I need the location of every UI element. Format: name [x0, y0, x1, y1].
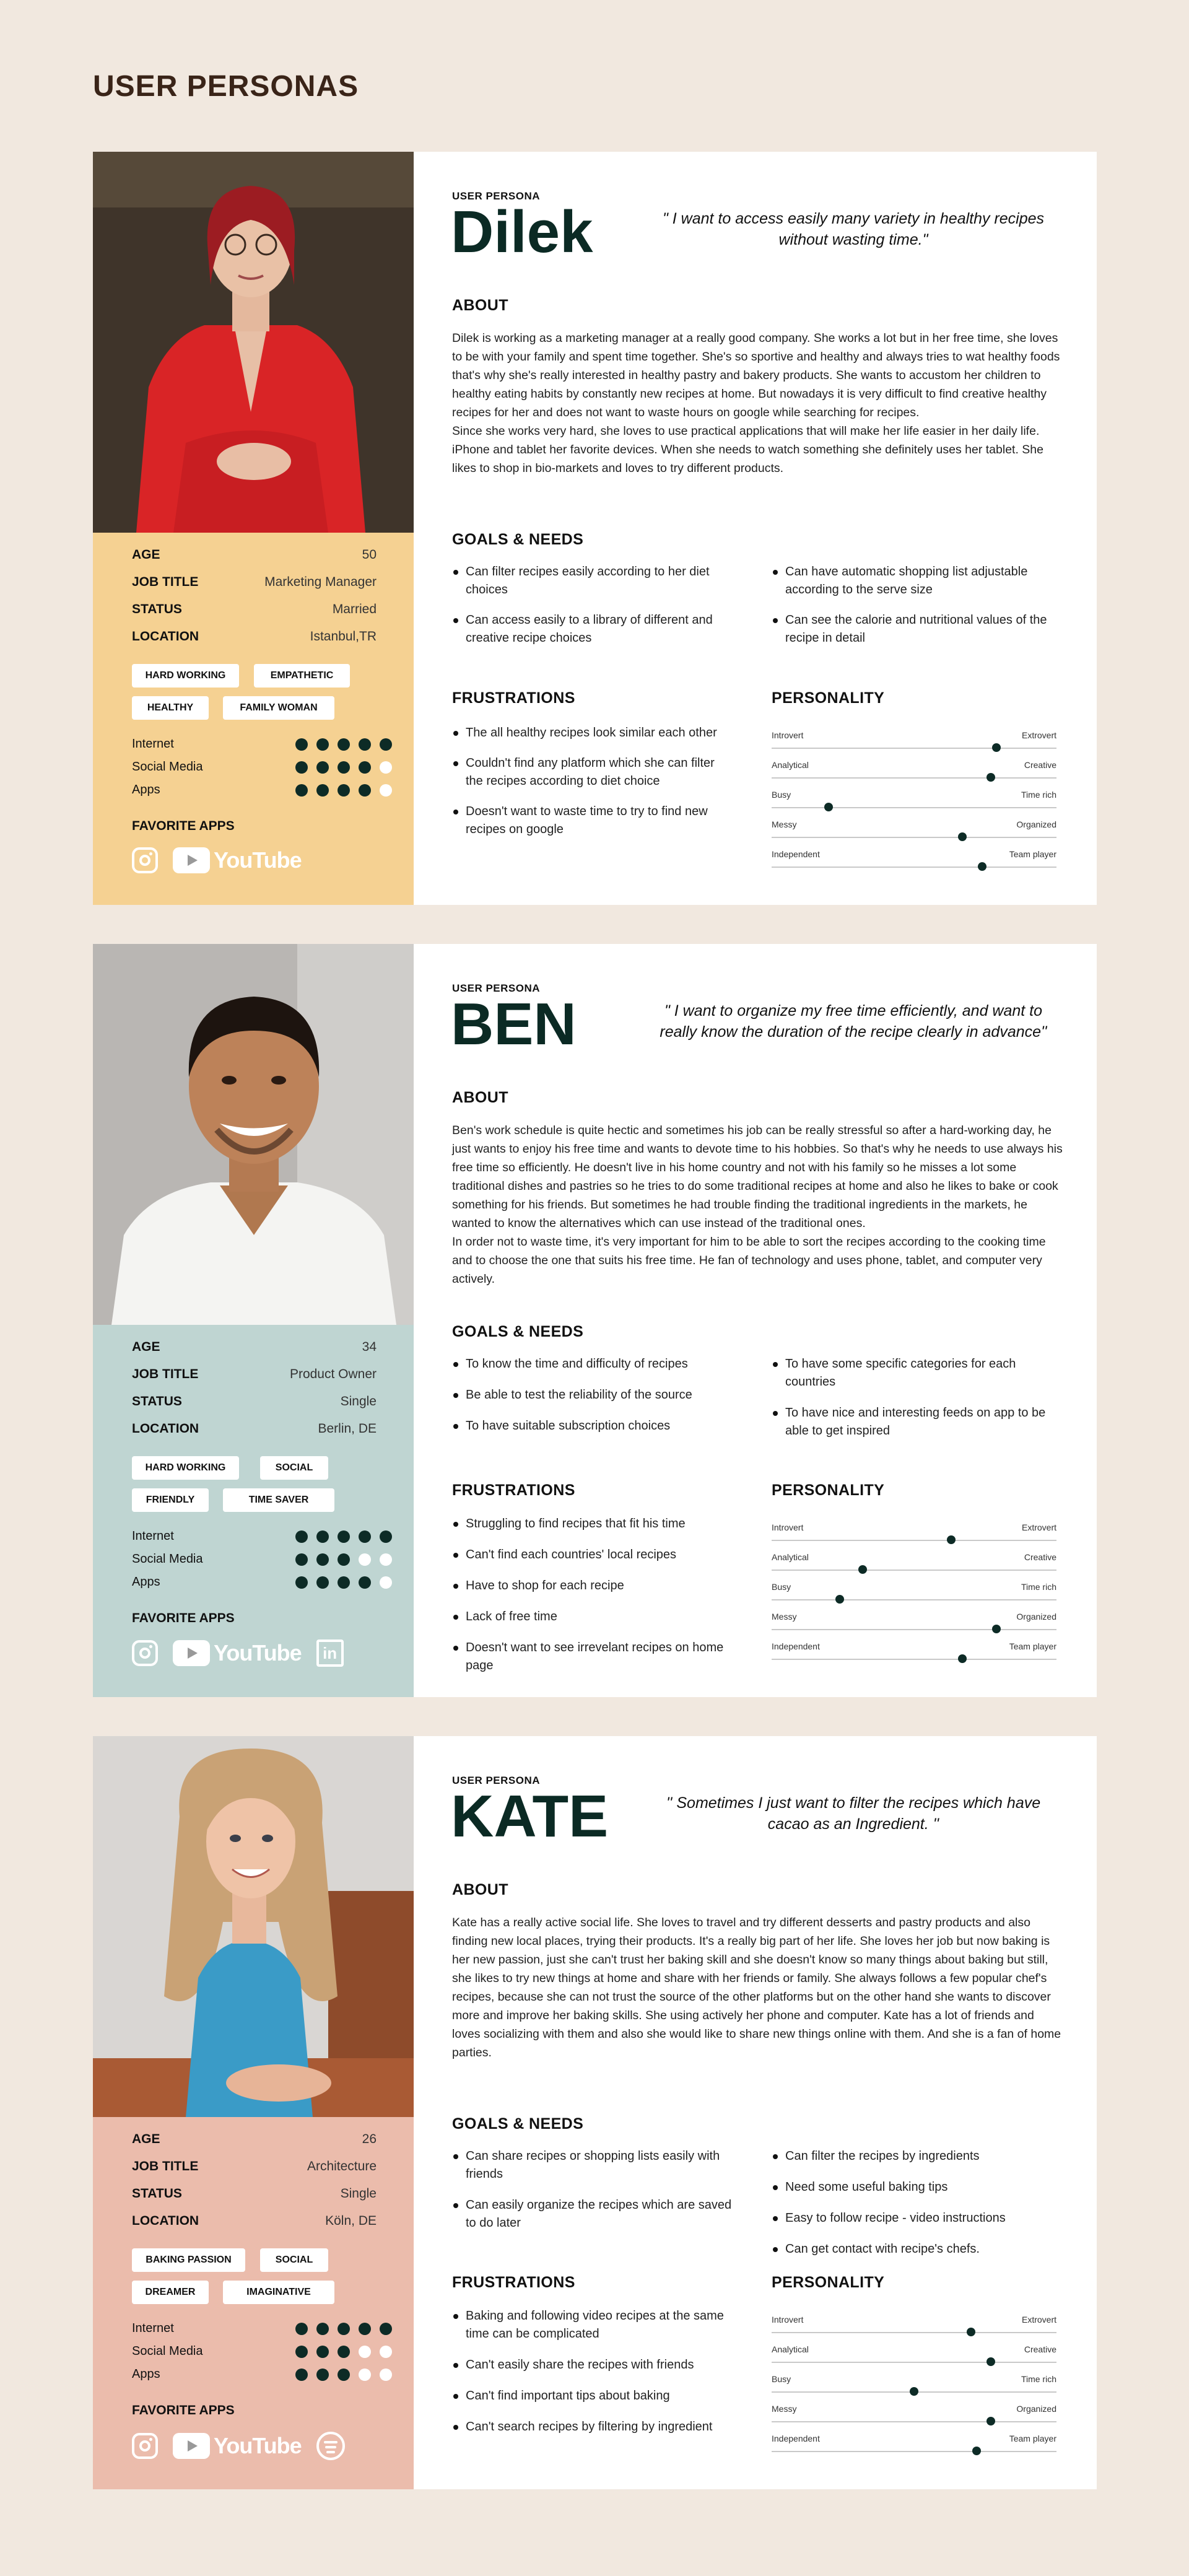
usage-dots — [295, 784, 392, 797]
rating-dot — [295, 784, 308, 797]
trait-left-label: Messy — [772, 1612, 797, 1622]
personality-slider — [772, 790, 1056, 819]
trait-tag: SOCIAL — [260, 2248, 328, 2272]
trait-left-label: Introvert — [772, 1522, 804, 1532]
fact-label: STATUS — [132, 2186, 182, 2201]
slider-knob — [986, 2417, 995, 2425]
slider-knob — [992, 743, 1001, 752]
persona-info-panel — [93, 1325, 414, 1697]
personality-slider — [772, 1552, 1056, 1582]
slider-knob — [967, 2328, 975, 2336]
list-item: Can't easily share the recipes with friends — [452, 2356, 731, 2374]
slider-knob — [978, 862, 986, 871]
fact-label: STATUS — [132, 602, 182, 616]
rating-dot — [295, 738, 308, 751]
rating-dot — [295, 2346, 308, 2358]
usage-row — [132, 2344, 380, 2367]
personality-heading: PERSONALITY — [772, 1482, 885, 1499]
fact-age — [132, 2132, 377, 2159]
slider-track — [772, 2451, 1056, 2452]
personality-slider — [772, 2434, 1056, 2463]
fact-age — [132, 548, 377, 575]
persona-name: BEN — [451, 991, 577, 1057]
list-item: Can have automatic shopping list adjustable according to the serve size — [772, 563, 1056, 599]
persona-sublabel: USER PERSONA — [452, 982, 541, 994]
rating-dot — [380, 761, 392, 774]
trait-left-label: Busy — [772, 1582, 791, 1592]
list-item: Can access easily to a library of different and creative recipe choices — [452, 611, 731, 647]
personality-slider — [772, 1522, 1056, 1552]
goals-list-right — [772, 563, 1056, 660]
frustrations-list — [452, 2307, 731, 2449]
usage-dots — [295, 761, 392, 774]
rating-dot — [380, 1553, 392, 1566]
slider-track — [772, 867, 1056, 868]
about-heading: ABOUT — [452, 297, 508, 314]
trait-right-label: Extrovert — [1021, 2315, 1056, 2325]
rating-dot — [316, 1530, 329, 1543]
fact-value: Istanbul,TR — [310, 629, 377, 644]
personality-slider — [772, 849, 1056, 879]
slider-knob — [992, 1625, 1001, 1633]
rating-dot — [359, 738, 371, 751]
list-item: Couldn't find any platform which she can filter the recipes according to diet choice — [452, 754, 731, 790]
slider-knob — [910, 2387, 918, 2396]
usage-label: Apps — [132, 2367, 160, 2381]
favorite-apps — [132, 2432, 345, 2460]
fact-label: LOCATION — [132, 629, 199, 644]
favorite-apps-heading: FAVORITE APPS — [132, 819, 235, 833]
fact-value: Single — [340, 1394, 377, 1408]
persona-quote: " I want to access easily many variety in healthy recipes without wasting time." — [662, 210, 1045, 248]
usage-dots — [295, 1530, 392, 1543]
youtube-icon: YouTube — [173, 2433, 302, 2459]
fact-label: AGE — [132, 548, 160, 562]
trait-left-label: Independent — [772, 1641, 820, 1651]
slider-knob — [986, 773, 995, 782]
instagram-icon — [132, 1640, 158, 1666]
persona-info-panel — [93, 533, 414, 905]
slider-track — [772, 1599, 1056, 1600]
list-item: To have some specific categories for each countries — [772, 1355, 1063, 1391]
slider-track — [772, 1629, 1056, 1630]
usage-dots — [295, 1553, 392, 1566]
fact-status — [132, 1394, 377, 1421]
goals-heading: GOALS & NEEDS — [452, 2115, 584, 2133]
rating-dot — [359, 761, 371, 774]
trait-left-label: Analytical — [772, 2344, 809, 2354]
goals-heading: GOALS & NEEDS — [452, 1323, 584, 1340]
list-item: Baking and following video recipes at the same time can be complicated — [452, 2307, 731, 2343]
slider-knob — [986, 2357, 995, 2366]
goals-list-left — [452, 1355, 743, 1448]
spotify-icon — [316, 2432, 345, 2460]
rating-dot — [338, 2369, 350, 2381]
list-item: To have suitable subscription choices — [452, 1417, 743, 1435]
youtube-icon: YouTube — [173, 847, 302, 873]
youtube-icon: YouTube — [173, 1640, 302, 1666]
rating-dot — [380, 2323, 392, 2335]
fact-value: Berlin, DE — [318, 1421, 377, 1436]
list-item: The all healthy recipes look similar each other — [452, 724, 731, 742]
favorite-apps-heading: FAVORITE APPS — [132, 1611, 235, 1625]
rating-dot — [338, 2346, 350, 2358]
persona-card-dilek — [93, 152, 1097, 905]
personality-slider — [772, 2404, 1056, 2434]
list-item: To know the time and difficulty of recipes — [452, 1355, 743, 1373]
slider-track — [772, 807, 1056, 808]
rating-dot — [359, 1530, 371, 1543]
fact-value: Product Owner — [289, 1367, 377, 1381]
goals-list-right — [772, 1355, 1063, 1453]
persona-name: Dilek — [451, 199, 593, 265]
personality-slider — [772, 819, 1056, 849]
trait-tag: SOCIAL — [260, 1456, 328, 1480]
frustrations-list — [452, 1515, 731, 1688]
personality-slider — [772, 1641, 1056, 1671]
persona-quote: " I want to organize my free time efficiently, and want to really know the duration of the recipe clearly in advance'' — [660, 1002, 1047, 1041]
list-item: Lack of free time — [452, 1608, 731, 1626]
trait-right-label: Organized — [1016, 2404, 1056, 2414]
list-item: Easy to follow recipe - video instructions — [772, 2209, 1063, 2227]
rating-dot — [316, 761, 329, 774]
fact-location — [132, 1421, 377, 1449]
rating-dot — [295, 1530, 308, 1543]
slider-knob — [958, 832, 967, 841]
slider-track — [772, 1570, 1056, 1571]
trait-right-label: Creative — [1024, 2344, 1056, 2354]
fact-label: STATUS — [132, 1394, 182, 1408]
rating-dot — [380, 2346, 392, 2358]
personality-slider — [772, 2374, 1056, 2404]
usage-ratings — [132, 2321, 380, 2390]
rating-dot — [338, 761, 350, 774]
list-item: Can see the calorie and nutritional values of the recipe in detail — [772, 611, 1056, 647]
instagram-icon — [132, 2433, 158, 2459]
trait-tag: BAKING PASSION — [132, 2248, 245, 2272]
persona-name: KATE — [451, 1783, 609, 1849]
rating-dot — [359, 1576, 371, 1589]
usage-row — [132, 737, 380, 760]
fact-value: Married — [332, 602, 377, 616]
slider-knob — [835, 1595, 844, 1604]
usage-row — [132, 760, 380, 783]
favorite-apps — [132, 847, 302, 873]
frustrations-heading: FRUSTRATIONS — [452, 2274, 575, 2291]
frustrations-heading: FRUSTRATIONS — [452, 1482, 575, 1499]
usage-label: Internet — [132, 1529, 174, 1543]
favorite-apps — [132, 1639, 344, 1667]
fact-job-title — [132, 575, 377, 602]
fact-job-title — [132, 2159, 377, 2186]
list-item: Be able to test the reliability of the source — [452, 1386, 743, 1404]
fact-job-title — [132, 1367, 377, 1394]
persona-card-ben — [93, 944, 1097, 1697]
list-item: Doesn't want to see irrevelant recipes on home page — [452, 1639, 731, 1675]
trait-right-label: Creative — [1024, 1552, 1056, 1562]
trait-tag: FAMILY WOMAN — [223, 696, 334, 720]
about-heading: ABOUT — [452, 1089, 508, 1106]
personality-slider — [772, 1582, 1056, 1612]
trait-tag: FRIENDLY — [132, 1488, 209, 1512]
rating-dot — [316, 1576, 329, 1589]
rating-dot — [380, 2369, 392, 2381]
usage-dots — [295, 2323, 392, 2335]
fact-status — [132, 602, 377, 629]
personality-sliders — [772, 730, 1056, 879]
trait-right-label: Team player — [1009, 849, 1056, 859]
trait-tag: DREAMER — [132, 2281, 209, 2304]
rating-dot — [316, 1553, 329, 1566]
trait-tag: HARD WORKING — [132, 664, 239, 688]
usage-label: Social Media — [132, 2344, 203, 2358]
persona-photo — [93, 1736, 414, 2117]
personality-heading: PERSONALITY — [772, 689, 885, 707]
trait-tag: IMAGINATIVE — [223, 2281, 334, 2304]
usage-ratings — [132, 737, 380, 806]
page-title: USER PERSONAS — [93, 70, 359, 103]
rating-dot — [338, 1530, 350, 1543]
slider-knob — [947, 1535, 956, 1544]
trait-left-label: Messy — [772, 2404, 797, 2414]
trait-tag: TIME SAVER — [223, 1488, 334, 1512]
rating-dot — [359, 2323, 371, 2335]
instagram-icon — [132, 847, 158, 873]
fact-value: 26 — [362, 2132, 377, 2146]
rating-dot — [359, 784, 371, 797]
list-item: To have nice and interesting feeds on app to be able to get inspired — [772, 1404, 1063, 1440]
usage-row — [132, 2321, 380, 2344]
rating-dot — [338, 2323, 350, 2335]
personality-heading: PERSONALITY — [772, 2274, 885, 2291]
slider-track — [772, 1540, 1056, 1541]
personality-slider — [772, 760, 1056, 790]
slider-track — [772, 2421, 1056, 2422]
fact-label: AGE — [132, 1340, 160, 1354]
usage-row — [132, 1529, 380, 1552]
list-item: Have to shop for each recipe — [452, 1577, 731, 1595]
personality-sliders — [772, 2315, 1056, 2463]
slider-track — [772, 1659, 1056, 1660]
fact-label: LOCATION — [132, 1421, 199, 1436]
rating-dot — [316, 784, 329, 797]
rating-dot — [295, 1576, 308, 1589]
usage-row — [132, 783, 380, 806]
personality-slider — [772, 2315, 1056, 2344]
rating-dot — [380, 784, 392, 797]
goals-heading: GOALS & NEEDS — [452, 531, 584, 548]
fact-label: LOCATION — [132, 2214, 199, 2228]
about-text: Ben's work schedule is quite hectic and sometimes his job can be really stressful so after a hard-working day, he just wants to enjoy his free time and wants to devote time to his hobbies. So that's why he needs to use always his free time so efficiently. He doesn't live in his home country and not with his family so he misses a lot some traditional dishes and pastries so he tries to do some traditional recipes at home and also he likes to bake or cook something for his friends. But sometimes he had trouble finding the traditional ingredients in the markets, he wanted to know the alternatives which can use instead of the traditional ones. In order not to waste time, it's very important for him to be able to sort the recipes according to the cooking time and to choose the one that suits his free time. He fan of technology and uses phone, tablet, and computer very actively. — [452, 1124, 1063, 1286]
slider-track — [772, 837, 1056, 838]
list-item: Can filter the recipes by ingredients — [772, 2147, 1063, 2165]
persona-sublabel: USER PERSONA — [452, 1775, 541, 1786]
list-item: Can share recipes or shopping lists easily with friends — [452, 2147, 737, 2183]
fact-location — [132, 629, 377, 657]
rating-dot — [316, 2346, 329, 2358]
rating-dot — [295, 2323, 308, 2335]
list-item: Can easily organize the recipes which are saved to do later — [452, 2196, 737, 2232]
rating-dot — [316, 2323, 329, 2335]
rating-dot — [338, 784, 350, 797]
frustrations-list — [452, 724, 731, 851]
trait-tag: HEALTHY — [132, 696, 209, 720]
persona-card-kate — [93, 1736, 1097, 2489]
slider-track — [772, 2332, 1056, 2333]
usage-row — [132, 2367, 380, 2390]
usage-dots — [295, 1576, 392, 1589]
rating-dot — [316, 738, 329, 751]
trait-right-label: Time rich — [1021, 2374, 1056, 2384]
slider-knob — [858, 1565, 867, 1574]
about-text: Kate has a really active social life. She loves to travel and try different desserts and pastry products and also finding new local places, trying their products. It's a really big part of her life. She loves her job but now baking is her new passion, just she can't trust her baking skill and she doesn't know so many things about baking but still, she likes to try new things at home and share with her friends or family. She always follows a few popular chef's recipes, because she can not trust the source of the other platforms but on the other hand she wants to discover more and improve her baking skills. She using actively her phone and computer. Kate has a lot of friends and loves socializing with them and also she would like to share new things online with them. And she is a fan of home parties. — [452, 1916, 1061, 2059]
frustrations-heading: FRUSTRATIONS — [452, 689, 575, 707]
rating-dot — [295, 761, 308, 774]
fact-label: JOB TITLE — [132, 575, 199, 589]
linkedin-icon: in — [316, 1639, 344, 1667]
list-item: Can filter recipes easily according to her diet choices — [452, 563, 731, 599]
slider-knob — [958, 1654, 967, 1663]
usage-dots — [295, 2369, 392, 2381]
trait-left-label: Independent — [772, 849, 820, 859]
persona-sublabel: USER PERSONA — [452, 190, 541, 202]
trait-left-label: Busy — [772, 2374, 791, 2384]
trait-left-label: Messy — [772, 819, 797, 829]
list-item: Can get contact with recipe's chefs. — [772, 2240, 1063, 2258]
personality-slider — [772, 2344, 1056, 2374]
fact-label: JOB TITLE — [132, 1367, 199, 1381]
usage-row — [132, 1552, 380, 1575]
list-item: Doesn't want to waste time to try to find new recipes on google — [452, 803, 731, 839]
usage-label: Internet — [132, 2321, 174, 2335]
about-text: Dilek is working as a marketing manager at a really good company. She works a lot but in her free time, she loves to be with your family and spent time together. She's so sportive and healthy and always tries to wat healthy foods that's why she's really interested in healthy pastry and bakery products. She wants to accustom her children to healthy eating habits by constantly new recipes at home. But nowadays it is very difficult to find creative healthy recipes for her and does not want to waste hours on google while searching for recipes. Since she works very hard, she loves to use practical applications that will make her life easier in her daily life. iPhone and tablet her favorite devices. When she needs to watch something she definitely uses her tablet. She likes to shop in bio-markets and loves to try different products. — [452, 331, 1060, 475]
usage-label: Social Media — [132, 1552, 203, 1566]
rating-dot — [380, 1530, 392, 1543]
about-heading: ABOUT — [452, 1881, 508, 1898]
trait-left-label: Introvert — [772, 2315, 804, 2325]
goals-list-right — [772, 2147, 1063, 2271]
rating-dot — [338, 738, 350, 751]
usage-dots — [295, 2346, 392, 2358]
trait-right-label: Team player — [1009, 2434, 1056, 2443]
persona-photo — [93, 152, 414, 533]
list-item: Can't find important tips about baking — [452, 2387, 731, 2405]
fact-label: AGE — [132, 2132, 160, 2146]
slider-knob — [824, 803, 833, 811]
rating-dot — [295, 2369, 308, 2381]
rating-dot — [338, 1576, 350, 1589]
trait-right-label: Team player — [1009, 1641, 1056, 1651]
trait-left-label: Independent — [772, 2434, 820, 2443]
usage-label: Apps — [132, 1575, 160, 1589]
trait-tag: EMPATHETIC — [254, 664, 350, 688]
persona-photo — [93, 944, 414, 1325]
trait-right-label: Organized — [1016, 819, 1056, 829]
slider-track — [772, 748, 1056, 749]
list-item: Can't search recipes by filtering by ingredient — [452, 2418, 731, 2436]
rating-dot — [359, 1553, 371, 1566]
fact-value: Architecture — [307, 2159, 377, 2173]
fact-location — [132, 2214, 377, 2241]
fact-age — [132, 1340, 377, 1367]
persona-quote: '' Sometimes I just want to filter the recipes which have cacao as an Ingredient. '' — [666, 1794, 1041, 1833]
trait-left-label: Analytical — [772, 1552, 809, 1562]
fact-label: JOB TITLE — [132, 2159, 199, 2173]
fact-value: 34 — [362, 1340, 377, 1354]
rating-dot — [380, 738, 392, 751]
list-item: Need some useful baking tips — [772, 2178, 1063, 2196]
goals-list-left — [452, 2147, 737, 2245]
rating-dot — [359, 2346, 371, 2358]
slider-track — [772, 2362, 1056, 2363]
trait-right-label: Extrovert — [1021, 1522, 1056, 1532]
rating-dot — [359, 2369, 371, 2381]
persona-info-panel — [93, 2117, 414, 2489]
usage-row — [132, 1575, 380, 1598]
rating-dot — [380, 1576, 392, 1589]
fact-value: 50 — [362, 548, 377, 562]
fact-value: Single — [340, 2186, 377, 2201]
usage-label: Apps — [132, 783, 160, 797]
rating-dot — [338, 1553, 350, 1566]
slider-knob — [972, 2447, 981, 2455]
trait-right-label: Creative — [1024, 760, 1056, 770]
trait-tag: HARD WORKING — [132, 1456, 239, 1480]
usage-label: Internet — [132, 737, 174, 751]
rating-dot — [295, 1553, 308, 1566]
trait-right-label: Time rich — [1021, 1582, 1056, 1592]
usage-label: Social Media — [132, 760, 203, 774]
personality-slider — [772, 730, 1056, 760]
personality-sliders — [772, 1522, 1056, 1671]
rating-dot — [316, 2369, 329, 2381]
slider-track — [772, 777, 1056, 779]
goals-list-left — [452, 563, 731, 660]
list-item: Can't find each countries' local recipes — [452, 1546, 731, 1564]
usage-ratings — [132, 1529, 380, 1598]
trait-left-label: Busy — [772, 790, 791, 800]
fact-value: Köln, DE — [325, 2214, 377, 2228]
usage-dots — [295, 738, 392, 751]
trait-right-label: Time rich — [1021, 790, 1056, 800]
trait-left-label: Introvert — [772, 730, 804, 740]
trait-left-label: Analytical — [772, 760, 809, 770]
list-item: Struggling to find recipes that fit his time — [452, 1515, 731, 1533]
trait-right-label: Organized — [1016, 1612, 1056, 1622]
fact-value: Marketing Manager — [264, 575, 377, 589]
personality-slider — [772, 1612, 1056, 1641]
fact-status — [132, 2186, 377, 2214]
favorite-apps-heading: FAVORITE APPS — [132, 2403, 235, 2417]
trait-right-label: Extrovert — [1021, 730, 1056, 740]
